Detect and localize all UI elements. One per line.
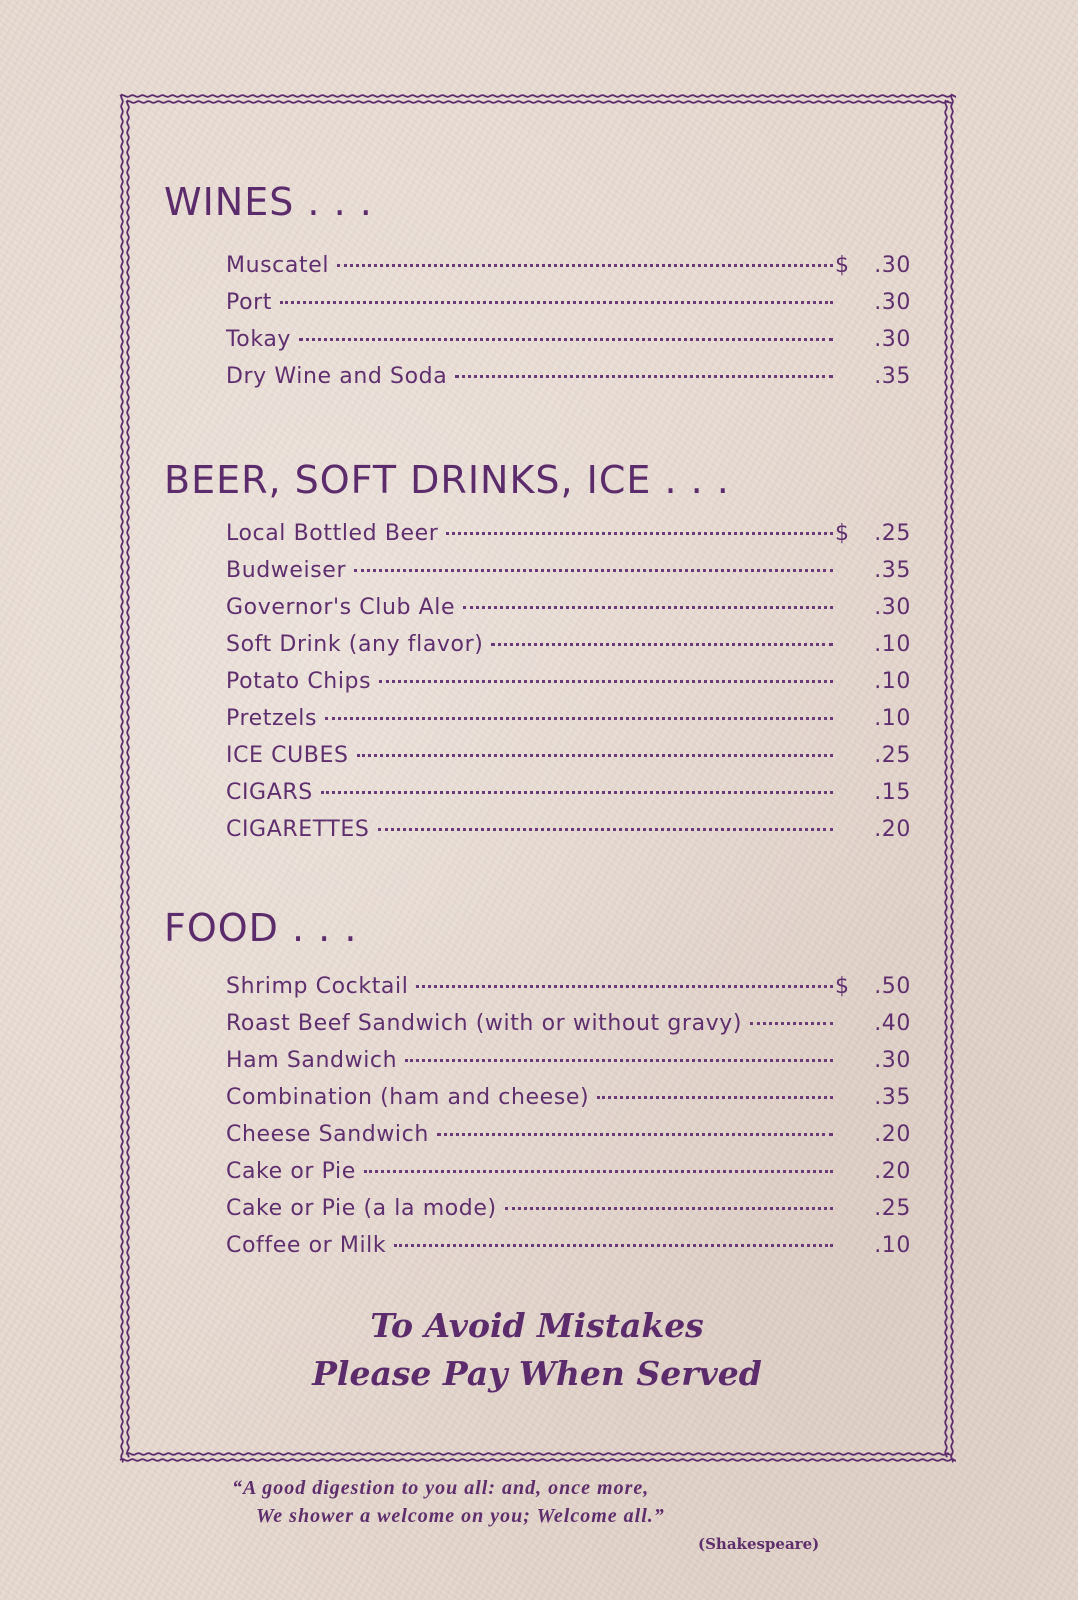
dot-leader (299, 338, 833, 341)
dollar-sign: $ (835, 521, 850, 546)
dot-leader (379, 680, 833, 683)
menu-item-row (226, 1196, 911, 1233)
menu-item-row (226, 364, 911, 401)
menu-item-price: .25 (874, 521, 911, 546)
border-wave-line (121, 94, 123, 1462)
menu-item-name: Ham Sandwich (226, 1048, 398, 1073)
menu-item-name: CIGARETTES (226, 817, 370, 842)
dot-leader (505, 1207, 833, 1210)
dot-leader (491, 643, 833, 646)
closing-line-1: To Avoid Mistakes (370, 1306, 704, 1345)
menu-item-name: Potato Chips (226, 669, 372, 694)
dollar-sign: $ (835, 253, 850, 278)
menu-item-price: .10 (874, 669, 911, 694)
menu-item-name: Coffee or Milk (226, 1233, 387, 1258)
dollar-sign: $ (835, 974, 850, 999)
border-wave-line (127, 100, 129, 1457)
section-heading-beer-soft-drinks-ice: BEER, SOFT DRINKS, ICE . . . (164, 458, 730, 502)
menu-item-price: .50 (874, 974, 911, 999)
menu-item-name: Muscatel (226, 253, 330, 278)
menu-item-name: Local Bottled Beer (226, 521, 439, 546)
menu-item-price: .40 (874, 1011, 911, 1036)
border-wave-line (951, 94, 953, 1462)
menu-item-name: Dry Wine and Soda (226, 364, 448, 389)
menu-item-row (226, 1011, 911, 1048)
menu-item-price: .30 (874, 595, 911, 620)
dot-leader (354, 569, 833, 572)
menu-item-price: .30 (874, 1048, 911, 1073)
menu-item-name: Port (226, 290, 273, 315)
dot-leader (394, 1244, 833, 1247)
border-wave-line (120, 1459, 956, 1461)
menu-item-price: .30 (874, 253, 911, 278)
menu-item-row (226, 558, 911, 595)
menu-item-price: .35 (874, 558, 911, 583)
dot-leader (378, 828, 834, 831)
quote-line-2: We shower a welcome on you; Welcome all.” (256, 1505, 665, 1527)
dot-leader (364, 1170, 833, 1173)
menu-item-price: .20 (874, 1159, 911, 1184)
dot-leader (325, 717, 833, 720)
closing-line-2: Please Pay When Served (312, 1354, 762, 1393)
menu-item-row (226, 253, 911, 290)
menu-item-price: .15 (874, 780, 911, 805)
menu-item-name: CIGARS (226, 780, 313, 805)
menu-item-row (226, 1085, 911, 1122)
section-heading-wines: WINES . . . (164, 180, 373, 224)
menu-item-price: .35 (874, 364, 911, 389)
menu-item-name: Cake or Pie (226, 1159, 356, 1184)
menu-item-row (226, 521, 911, 558)
border-wave-line (945, 100, 947, 1457)
menu-item-row (226, 1159, 911, 1196)
dot-leader (455, 375, 833, 378)
border-wave-line (120, 95, 956, 97)
dot-leader (405, 1059, 833, 1062)
border-wave-line (126, 1453, 951, 1455)
menu-item-name: Pretzels (226, 706, 318, 731)
dot-leader (463, 606, 833, 609)
dot-leader (597, 1096, 833, 1099)
menu-item-price: .35 (874, 1085, 911, 1110)
menu-item-row (226, 817, 911, 854)
menu-item-name: Budweiser (226, 558, 347, 583)
menu-item-price: .10 (874, 632, 911, 657)
menu-item-name: Combination (ham and cheese) (226, 1085, 590, 1110)
menu-item-row (226, 632, 911, 669)
menu-item-price: .20 (874, 1122, 911, 1147)
menu-item-price: .10 (874, 706, 911, 731)
dot-leader (357, 754, 833, 757)
menu-item-name: Soft Drink (any flavor) (226, 632, 484, 657)
menu-list-food (226, 974, 911, 1270)
menu-item-row (226, 1048, 911, 1085)
menu-item-row (226, 595, 911, 632)
menu-item-name: Roast Beef Sandwich (with or without gravy) (226, 1011, 743, 1036)
dot-leader (321, 791, 833, 794)
dot-leader (446, 532, 833, 535)
menu-list-beer-soft-drinks-ice (226, 521, 911, 854)
menu-item-row (226, 743, 911, 780)
dot-leader (416, 985, 833, 988)
dot-leader (280, 301, 833, 304)
menu-item-row (226, 327, 911, 364)
menu-item-price: .25 (874, 1196, 911, 1221)
menu-item-row (226, 780, 911, 817)
menu-item-row (226, 1233, 911, 1270)
menu-item-row (226, 290, 911, 327)
menu-item-name: Governor's Club Ale (226, 595, 456, 620)
border-wave-line (126, 101, 951, 103)
menu-item-row (226, 669, 911, 706)
menu-item-price: .30 (874, 327, 911, 352)
menu-item-price: .30 (874, 290, 911, 315)
menu-item-name: Cheese Sandwich (226, 1122, 429, 1147)
dot-leader (337, 264, 833, 267)
menu-item-row (226, 1122, 911, 1159)
dot-leader (437, 1133, 833, 1136)
quote-line-1: “A good digestion to you all: and, once more, (232, 1477, 650, 1499)
menu-item-name: Tokay (226, 327, 292, 352)
dot-leader (750, 1022, 833, 1025)
menu-item-price: .25 (874, 743, 911, 768)
section-heading-food: FOOD . . . (164, 906, 358, 950)
menu-item-name: Shrimp Cocktail (226, 974, 409, 999)
quote-attribution: (Shakespeare) (698, 1535, 820, 1553)
menu-item-row (226, 706, 911, 743)
menu-item-name: ICE CUBES (226, 743, 349, 768)
menu-item-price: .10 (874, 1233, 911, 1258)
menu-item-price: .20 (874, 817, 911, 842)
menu-item-name: Cake or Pie (a la mode) (226, 1196, 497, 1221)
menu-list-wines (226, 253, 911, 401)
menu-item-row (226, 974, 911, 1011)
